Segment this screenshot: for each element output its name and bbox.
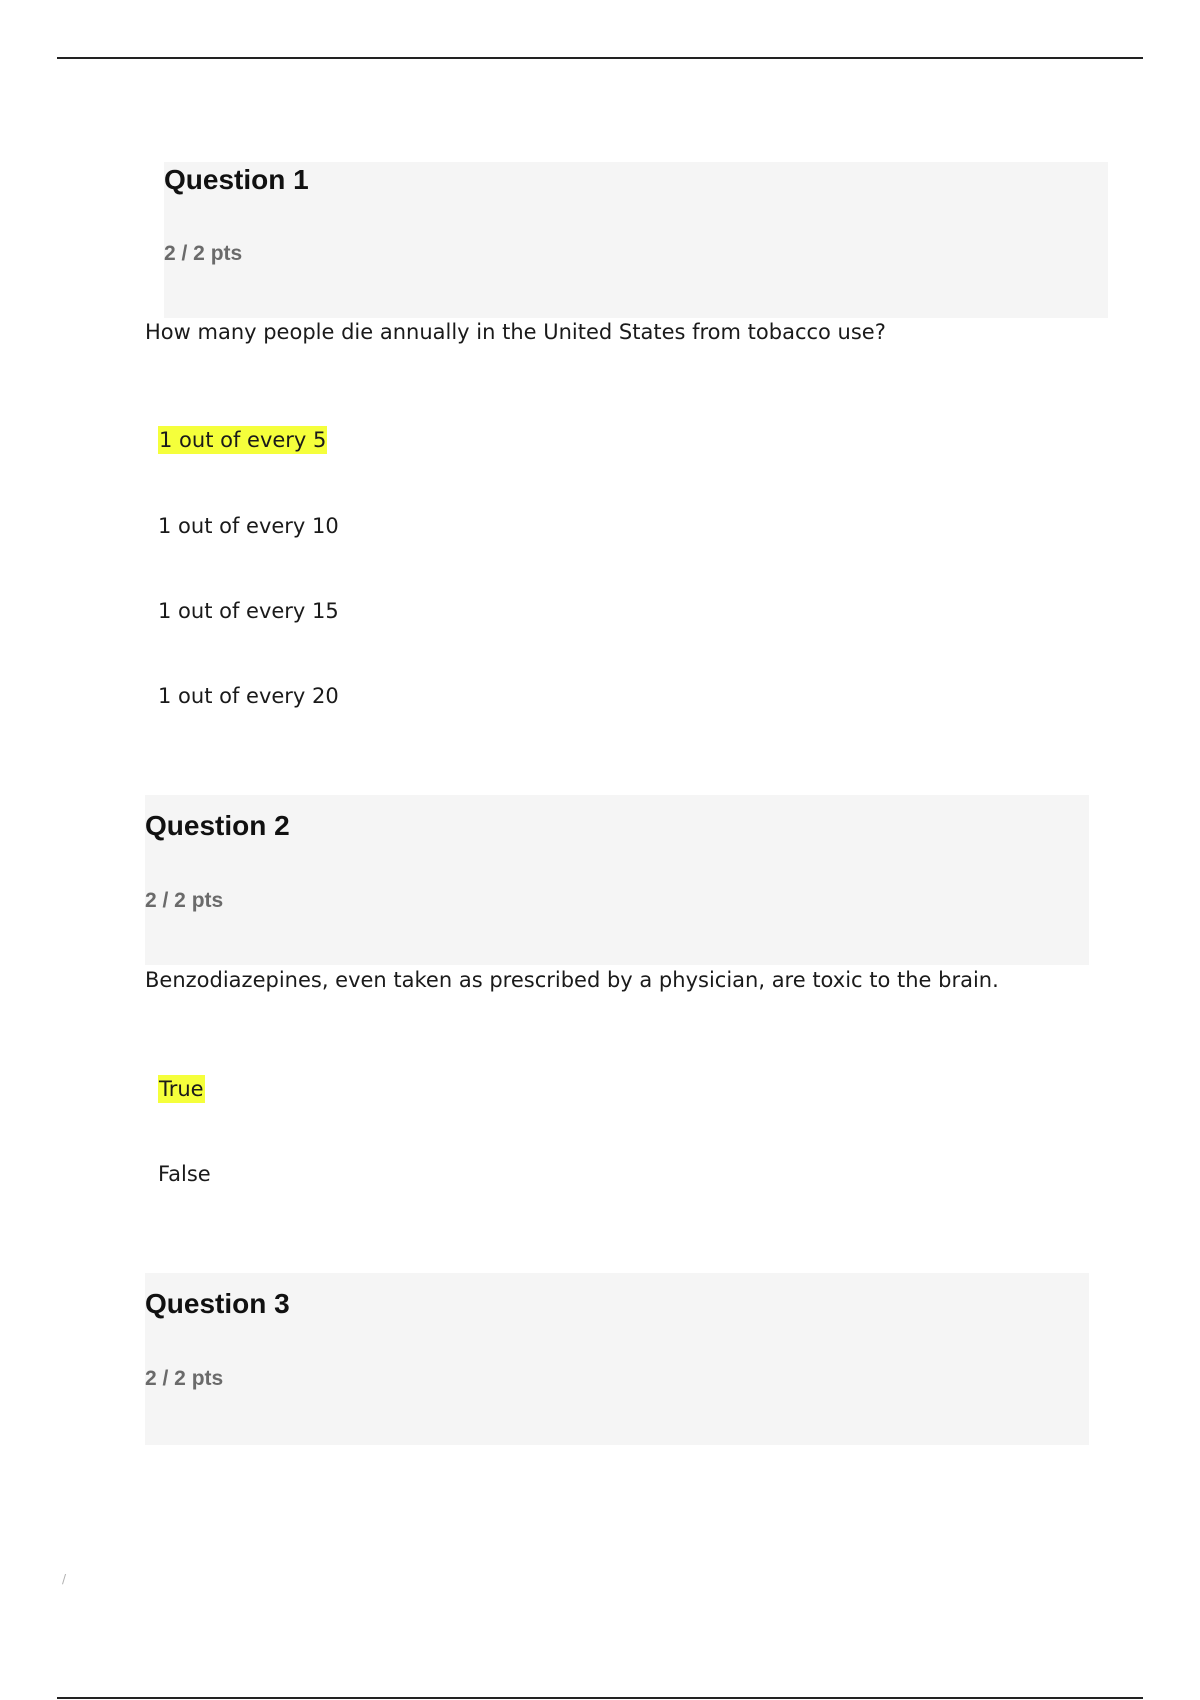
question-1-answer-4[interactable]: 1 out of every 20 [158, 684, 339, 708]
top-rule [57, 57, 1143, 59]
question-3-title: Question 3 [145, 1288, 290, 1319]
question-1-prompt: How many people die annually in the United States from tobacco use? [145, 320, 886, 344]
question-2-header [145, 795, 1089, 965]
question-2-answer-1[interactable]: True [159, 1077, 204, 1101]
question-3-header [145, 1273, 1089, 1445]
question-3-points: 2 / 2 pts [145, 1367, 224, 1390]
question-2-points: 2 / 2 pts [145, 889, 224, 912]
question-1-title: Question 1 [164, 164, 309, 195]
question-1-points: 2 / 2 pts [164, 242, 243, 265]
question-1-answer-2[interactable]: 1 out of every 10 [158, 514, 339, 538]
question-2-answer-2[interactable]: False [158, 1162, 211, 1186]
question-2-title: Question 2 [145, 810, 290, 841]
question-1-answer-3[interactable]: 1 out of every 15 [158, 599, 339, 623]
page-marker: / [62, 1572, 67, 1586]
bottom-rule [57, 1697, 1143, 1699]
question-1-header [164, 162, 1108, 318]
question-1-answer-1[interactable]: 1 out of every 5 [159, 428, 327, 452]
question-2-prompt: Benzodiazepines, even taken as prescribed by a physician, are toxic to the brain. [145, 968, 999, 992]
